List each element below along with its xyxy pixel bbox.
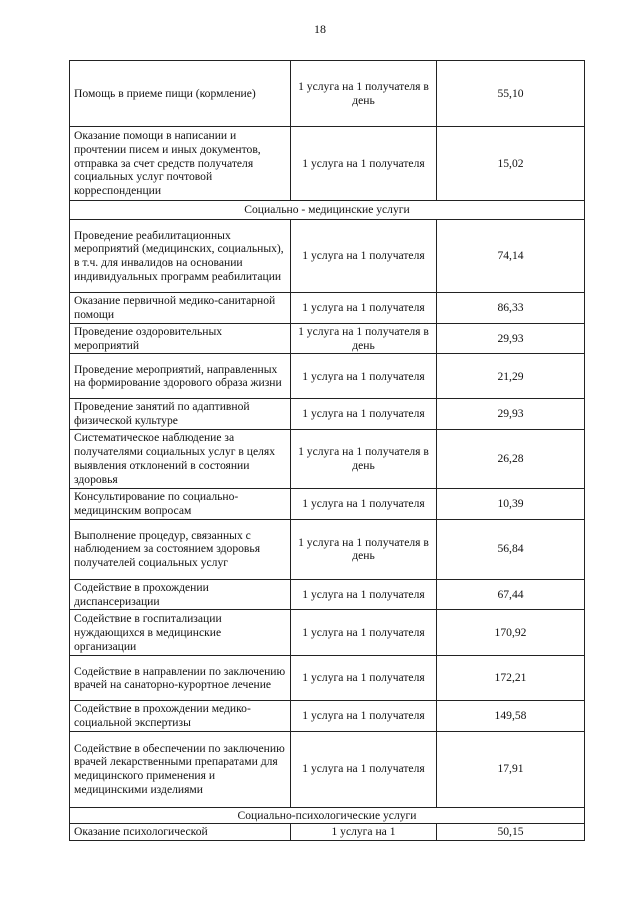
service-unit: 1 услуга на 1 получателя — [291, 656, 437, 701]
table-row — [70, 488, 585, 519]
service-name: Проведение мероприятий, направленных на формирование здорового образа жизни — [70, 354, 291, 399]
service-price: 26,28 — [437, 429, 585, 488]
service-unit: 1 услуга на 1 получателя в день — [291, 429, 437, 488]
service-price: 15,02 — [437, 127, 585, 201]
service-price: 29,93 — [437, 399, 585, 429]
service-name: Консультирование по социально-медицинским вопросам — [70, 488, 291, 519]
service-name: Выполнение процедур, связанных с наблюдением за состоянием здоровья получателей социальных услуг — [70, 519, 291, 579]
table-row — [70, 824, 585, 841]
table-row — [70, 127, 585, 201]
table-row — [70, 354, 585, 399]
services-table-body — [70, 61, 585, 841]
service-name: Содействие в направлении по заключению врачей на санаторно-курортное лечение — [70, 656, 291, 701]
service-unit: 1 услуга на 1 получателя — [291, 488, 437, 519]
table-row — [70, 293, 585, 324]
service-unit: 1 услуга на 1 — [291, 824, 437, 841]
service-name: Содействие в прохождении медико-социальной экспертизы — [70, 701, 291, 731]
service-name: Систематическое наблюдение за получателями социальных услуг в целях выявления отклонений в состоянии здоровья — [70, 429, 291, 488]
service-unit: 1 услуга на 1 получателя — [291, 293, 437, 324]
service-price: 86,33 — [437, 293, 585, 324]
service-name: Оказание психологической — [70, 824, 291, 841]
service-unit: 1 услуга на 1 получателя — [291, 354, 437, 399]
service-unit: 1 услуга на 1 получателя в день — [291, 61, 437, 127]
table-row — [70, 429, 585, 488]
service-unit: 1 услуга на 1 получателя — [291, 731, 437, 807]
service-name: Содействие в госпитализации нуждающихся в медицинские организации — [70, 610, 291, 656]
service-name: Содействие в обеспечении по заключению врачей лекарственными препаратами для медицинского применения и медицинскими изделиями — [70, 731, 291, 807]
table-row — [70, 701, 585, 731]
section-header-row — [70, 807, 585, 824]
service-name: Оказание первичной медико-санитарной помощи — [70, 293, 291, 324]
service-price: 172,21 — [437, 656, 585, 701]
table-row — [70, 610, 585, 656]
service-unit: 1 услуга на 1 получателя — [291, 610, 437, 656]
service-name: Содействие в прохождении диспансеризации — [70, 579, 291, 609]
service-price: 17,91 — [437, 731, 585, 807]
service-price: 56,84 — [437, 519, 585, 579]
section-title: Социально-психологические услуги — [70, 807, 585, 824]
service-name: Проведение оздоровительных мероприятий — [70, 324, 291, 354]
table-row — [70, 519, 585, 579]
section-title: Социально - медицинские услуги — [70, 201, 585, 220]
service-name: Проведение занятий по адаптивной физической культуре — [70, 399, 291, 429]
table-row — [70, 656, 585, 701]
service-price: 55,10 — [437, 61, 585, 127]
service-price: 149,58 — [437, 701, 585, 731]
service-price: 50,15 — [437, 824, 585, 841]
table-row — [70, 731, 585, 807]
service-name: Оказание помощи в написании и прочтении писем и иных документов, отправка за счет средств получателя социальных услуг почтовой корреспонденции — [70, 127, 291, 201]
service-unit: 1 услуга на 1 получателя в день — [291, 324, 437, 354]
service-unit: 1 услуга на 1 получателя — [291, 701, 437, 731]
service-unit: 1 услуга на 1 получателя — [291, 579, 437, 609]
service-price: 170,92 — [437, 610, 585, 656]
service-price: 67,44 — [437, 579, 585, 609]
service-price: 21,29 — [437, 354, 585, 399]
service-unit: 1 услуга на 1 получателя — [291, 399, 437, 429]
table-row — [70, 324, 585, 354]
table-row — [70, 61, 585, 127]
service-price: 29,93 — [437, 324, 585, 354]
services-table — [69, 60, 585, 841]
section-header-row — [70, 201, 585, 220]
service-price: 74,14 — [437, 220, 585, 293]
service-name: Помощь в приеме пищи (кормление) — [70, 61, 291, 127]
table-row — [70, 399, 585, 429]
page-number: 18 — [314, 22, 326, 36]
service-price: 10,39 — [437, 488, 585, 519]
table-row — [70, 220, 585, 293]
service-unit: 1 услуга на 1 получателя в день — [291, 519, 437, 579]
service-name: Проведение реабилитационных мероприятий (медицинских, социальных), в т.ч. для инвалидов на основании индивидуальных программ реабилитации — [70, 220, 291, 293]
service-unit: 1 услуга на 1 получателя — [291, 127, 437, 201]
service-unit: 1 услуга на 1 получателя — [291, 220, 437, 293]
table-row — [70, 579, 585, 609]
